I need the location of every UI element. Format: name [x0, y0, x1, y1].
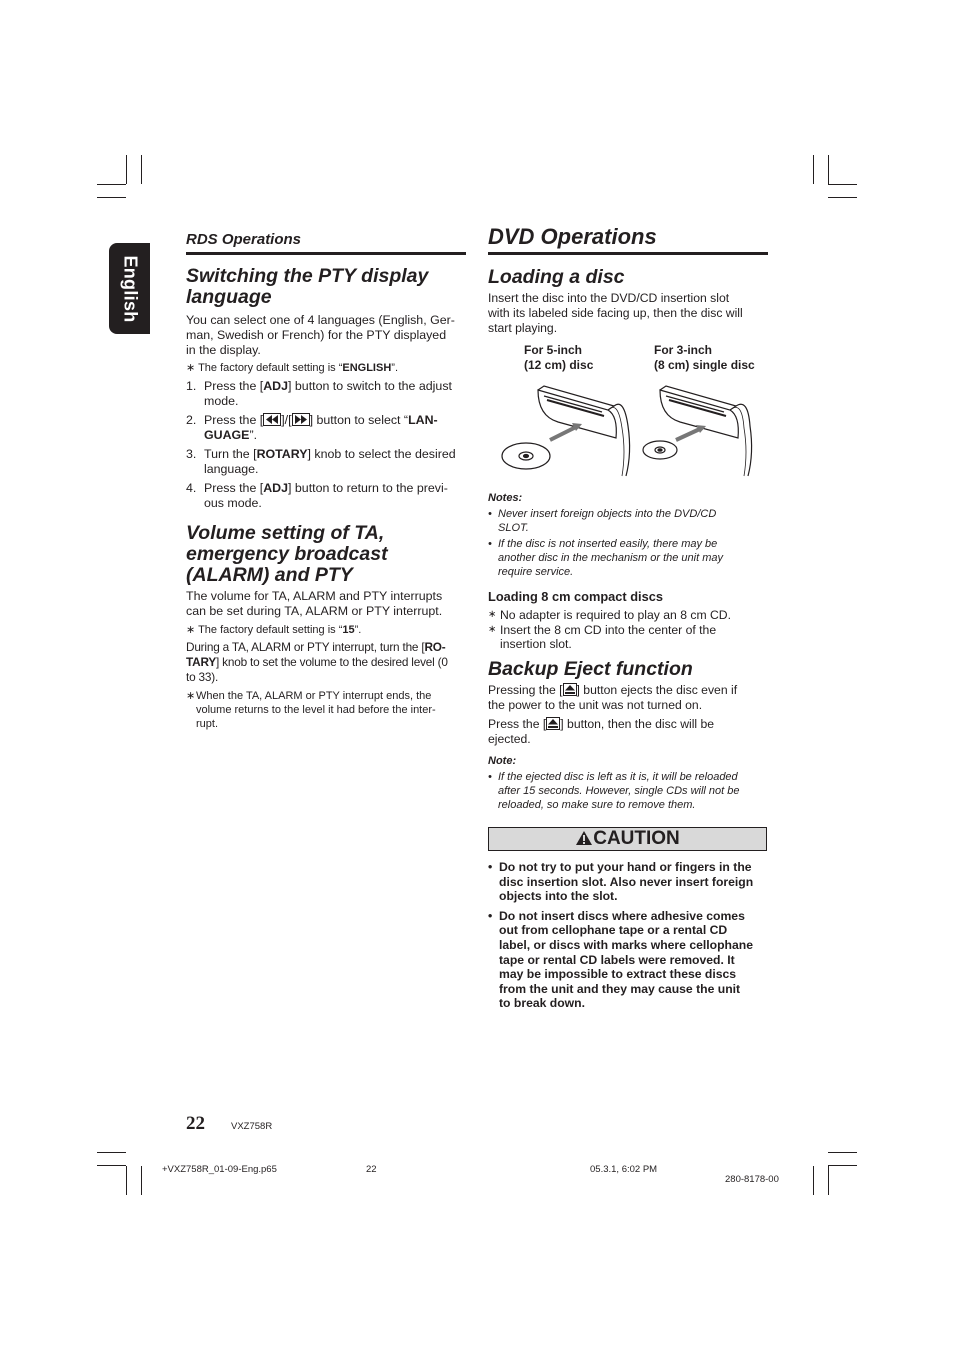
volume-default-note: ∗ The factory default setting is “15”.	[186, 624, 362, 636]
section-rule	[186, 252, 466, 255]
language-tab-label: English	[120, 254, 140, 323]
notes-label: Notes:	[488, 492, 523, 504]
loading-intro: Insert the disc into the DVD/CD insertion slot with its labeled side facing up, then the disc will start playing.	[488, 291, 743, 335]
list-item: 3. Turn the [ROTARY] knob to select the desired language.	[186, 447, 456, 476]
footer-code: 280-8178-00	[725, 1174, 779, 1185]
list-item: • If the ejected disc is left as it is, it will be reloaded after 15 seconds. However, single CDs will not be reloaded, so make sure to remove them.	[488, 771, 740, 811]
footer-page: 22	[366, 1164, 377, 1175]
figure-caption-5inch: For 5-inch (12 cm) disc	[524, 343, 594, 372]
loading-8cm-title: Loading 8 cm compact discs	[488, 589, 663, 604]
eject-note-label: Note:	[488, 755, 517, 767]
volume-intro: The volume for TA, ALARM and PTY interrupts can be set during TA, ALARM or PTY interrupt.	[186, 589, 443, 618]
model-code: VXZ758R	[231, 1121, 273, 1132]
warning-icon	[575, 830, 593, 846]
list-item: • Do not try to put your hand or fingers in the disc insertion slot. Also never insert foreign objects into the slot.	[488, 860, 754, 904]
volume-paragraph: During a TA, ALARM or PTY interrupt, turn the [RO- TARY] knob to set the volume to the desired level (0 to 33).	[186, 640, 448, 685]
list-item: • Do not insert discs where adhesive comes out from cellophane tape or a rental CD label, or discs with marks where cellophane tape or rental CD labels were removed. It may be impossible to extract these discs from the unit and they may cause the unit to break down.	[488, 908, 753, 1011]
pty-default-note: ∗ The factory default setting is “ENGLISH”.	[186, 362, 399, 374]
volume-title: Volume setting of TA, emergency broadcast (ALARM) and PTY	[186, 522, 388, 586]
language-tab	[109, 243, 150, 334]
loading-8cm-list	[488, 608, 773, 652]
eject-paragraph-2: Press the [ ] button, then the disc will be ejected.	[488, 717, 715, 746]
loading-title: Loading a disc	[488, 266, 625, 288]
caution-list	[488, 860, 773, 1016]
eject-note	[488, 770, 770, 812]
footer-date: 05.3.1, 6:02 PM	[590, 1164, 658, 1175]
page-title: DVD Operations	[488, 224, 657, 249]
pty-intro: You can select one of 4 languages (English, Ger- man, Swedish or French) for the PTY displayed in the display.	[186, 313, 455, 357]
pty-steps	[186, 379, 468, 515]
eject-icon	[563, 683, 577, 696]
caution-banner	[488, 827, 767, 851]
figure-caption-3inch: For 3-inch (8 cm) single disc	[654, 343, 755, 372]
title-rule	[488, 252, 768, 255]
list-item: 4. Press the [ADJ] button to return to the previ- ous mode.	[186, 481, 448, 510]
disc-loading-illustration	[498, 378, 768, 478]
footer-file: +VXZ758R_01-09-Eng.p65	[162, 1164, 277, 1175]
eject-icon	[546, 717, 560, 730]
skip-back-icon	[263, 413, 281, 426]
list-item: • Never insert foreign objects into the DVD/CD SLOT.	[488, 508, 717, 534]
skip-forward-icon	[292, 413, 310, 426]
eject-title: Backup Eject function	[488, 658, 693, 680]
section-label: RDS Operations	[186, 231, 302, 248]
list-item: ∗ No adapter is required to play an 8 cm CD.	[488, 608, 731, 622]
eject-paragraph-1: Pressing the [ ] button ejects the disc even if the power to the unit was not turned on.	[488, 683, 738, 712]
list-item: 2. Press the [ ]/[ ] button to select “LAN- GUAGE”.	[186, 413, 438, 442]
notes-list	[488, 507, 770, 579]
caution-label: CAUTION	[593, 828, 680, 849]
volume-note: ∗ When the TA, ALARM or PTY interrupt ends, the volume returns to the level it had before the inter- rupt.	[186, 690, 436, 730]
list-item: • If the disc is not inserted easily, there may be another disc in the mechanism or the unit may require service.	[488, 538, 724, 578]
page-number: 22	[186, 1113, 205, 1134]
pty-title: Switching the PTY display language	[186, 265, 429, 308]
list-item: ∗ Insert the 8 cm CD into the center of the insertion slot.	[488, 622, 717, 651]
list-item: 1. Press the [ADJ] button to switch to the adjust mode.	[186, 379, 452, 408]
